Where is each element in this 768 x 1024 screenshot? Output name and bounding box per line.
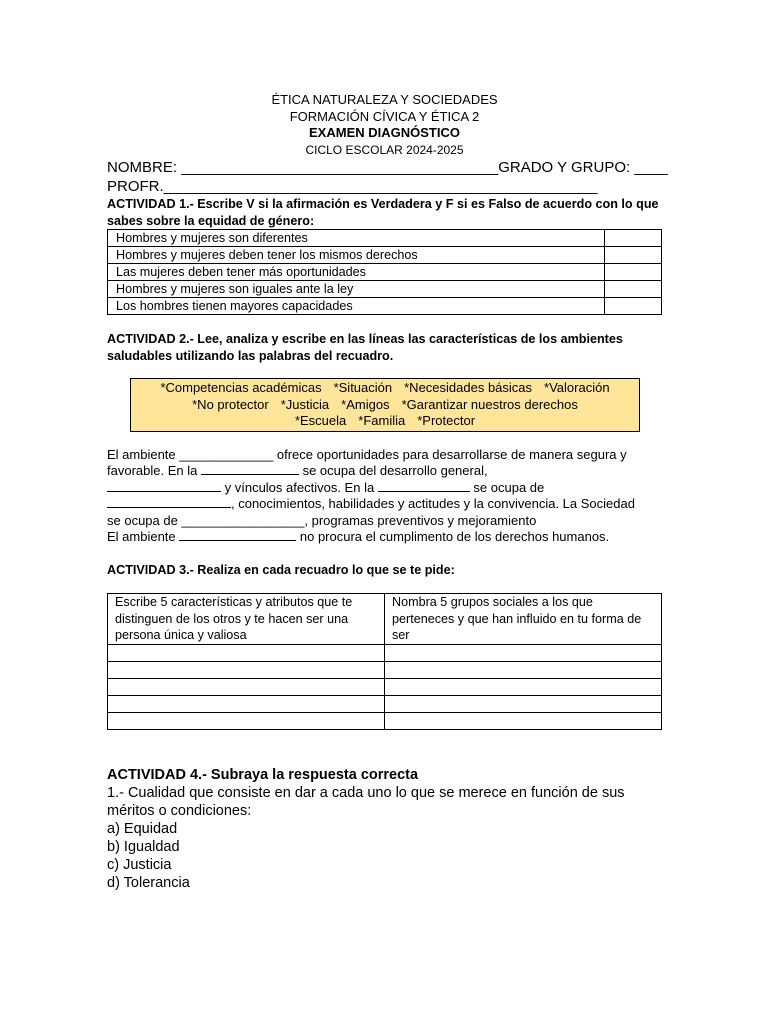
table-row	[108, 678, 662, 695]
exam-title: EXAMEN DIAGNÓSTICO	[309, 125, 460, 140]
statement-cell: Las mujeres deben tener más oportunidades	[108, 264, 605, 281]
word-item: *Escuela	[294, 413, 347, 428]
name-blank[interactable]: ______________________________________	[181, 159, 499, 176]
table-row	[108, 230, 662, 247]
activity4	[107, 766, 662, 892]
word-item: *Familia	[358, 413, 406, 428]
name-line	[107, 158, 668, 177]
word-item: *Amigos	[341, 396, 390, 412]
word-bank-row	[131, 397, 639, 414]
option-a[interactable]: a) Equidad	[107, 820, 178, 837]
teacher-label: PROFR.	[107, 178, 164, 195]
activity3-title: ACTIVIDAD 3.- Realiza en cada recuadro lo que se te pide:	[107, 562, 455, 577]
table-row	[108, 247, 662, 264]
answer-cell[interactable]	[385, 678, 662, 695]
statement-cell: Hombres y mujeres deben tener los mismos derechos	[108, 247, 605, 264]
fill-in-paragraph	[107, 447, 662, 546]
activity1-table	[107, 229, 662, 315]
activity2-title: ACTIVIDAD 2.- Lee, analiza y escribe en las líneas las características de los ambientes saludables utilizando las palabras del recuadro.	[107, 332, 623, 363]
option-d[interactable]: d) Tolerancia	[107, 874, 190, 891]
fill-blank[interactable]	[107, 507, 231, 508]
word-item: *Justicia	[280, 396, 330, 412]
name-label: NOMBRE:	[107, 159, 182, 176]
word-bank-row	[131, 413, 639, 430]
word-item: *Competencias académicas	[160, 380, 322, 395]
exam-page	[107, 92, 668, 892]
answer-cell[interactable]	[108, 678, 385, 695]
answer-cell[interactable]	[108, 712, 385, 729]
fill-blank[interactable]	[107, 491, 221, 492]
answer-cell[interactable]	[385, 661, 662, 678]
paragraph-line	[107, 480, 662, 497]
subject-title: ÉTICA NATURALEZA Y SOCIEDADES	[271, 92, 498, 107]
option-c[interactable]: c) Justicia	[107, 856, 172, 873]
text-fragment: se ocupa de	[469, 479, 545, 495]
text-fragment: favorable. En la	[107, 463, 201, 478]
table-row	[108, 298, 662, 315]
text-fragment: ofrece oportunidades para desarrollarse de manera segura y	[273, 446, 627, 462]
grade-blank[interactable]: ____	[634, 159, 668, 176]
answer-cell[interactable]	[108, 695, 385, 712]
word-item: *Situación	[333, 380, 393, 395]
table-row	[108, 661, 662, 678]
word-item: *Necesidades básicas	[404, 380, 533, 395]
word-bank-row	[131, 380, 639, 397]
table-header-row	[108, 594, 662, 645]
answer-cell[interactable]	[605, 230, 662, 247]
paragraph-line	[107, 513, 662, 530]
activity1-title: ACTIVIDAD 1.- Escribe V si la afirmación es Verdadera y F si es Falso de acuerdo con lo que sabes sobre la equidad de género:	[107, 197, 659, 228]
answer-cell[interactable]	[605, 281, 662, 298]
activity4-title: ACTIVIDAD 4.- Subraya la respuesta correcta	[107, 766, 419, 783]
answer-cell[interactable]	[385, 695, 662, 712]
paragraph-line	[107, 447, 662, 464]
paragraph-line	[107, 496, 662, 513]
teacher-blank[interactable]: ____________________________________________________	[163, 178, 598, 195]
paragraph-line	[107, 529, 662, 546]
activity3-table	[107, 593, 662, 730]
fill-blank[interactable]	[378, 491, 470, 492]
answer-cell[interactable]	[605, 264, 662, 281]
school-year: CICLO ESCOLAR 2024-2025	[305, 142, 464, 157]
table-row	[108, 695, 662, 712]
statement-cell: Hombres y mujeres son iguales ante la ley	[108, 281, 605, 298]
fill-blank[interactable]	[179, 540, 296, 541]
statement-cell: Los hombres tienen mayores capacidades	[108, 298, 605, 315]
course-title: FORMACIÓN CÍVICA Y ÉTICA 2	[289, 108, 480, 124]
word-bank-box	[130, 378, 640, 432]
text-fragment: se ocupa de	[107, 512, 182, 528]
table-row	[108, 281, 662, 298]
text-fragment: se ocupa del desarrollo general,	[298, 463, 488, 478]
answer-cell[interactable]	[108, 644, 385, 661]
column-header-groups: Nombra 5 grupos sociales a los que perteneces y que han influido en tu forma de ser	[385, 594, 662, 645]
text-fragment: y vínculos afectivos. En la	[221, 479, 378, 495]
teacher-line	[107, 177, 662, 196]
fill-blank[interactable]: _____________	[179, 446, 274, 462]
word-item: *Garantizar nuestros derechos	[401, 396, 578, 412]
grade-label: GRADO Y GRUPO:	[498, 159, 635, 176]
text-fragment: El ambiente	[107, 529, 180, 544]
text-fragment: , programas preventivos y mejoramiento	[304, 512, 537, 528]
column-header-traits: Escribe 5 características y atributos que te distinguen de los otros y te hacen ser una persona única y valiosa	[108, 594, 385, 645]
text-fragment: no procura el cumplimento de los derechos humanos.	[296, 529, 610, 544]
option-b[interactable]: b) Igualdad	[107, 838, 180, 855]
statement-cell: Hombres y mujeres son diferentes	[108, 230, 605, 247]
answer-cell[interactable]	[385, 712, 662, 729]
text-fragment: El ambiente	[107, 446, 180, 462]
answer-cell[interactable]	[605, 247, 662, 264]
answer-cell[interactable]	[108, 661, 385, 678]
word-item: *Valoración	[544, 380, 610, 395]
word-item: *No protector	[192, 396, 269, 412]
exam-header	[107, 92, 662, 158]
answer-cell[interactable]	[605, 298, 662, 315]
question-text: 1.- Cualidad que consiste en dar a cada uno lo que se merece en función de sus méritos o condiciones:	[107, 784, 625, 819]
table-row	[108, 264, 662, 281]
answer-cell[interactable]	[385, 644, 662, 661]
table-row	[108, 712, 662, 729]
text-fragment: , conocimientos, habilidades y actitudes y la convivencia. La Sociedad	[231, 496, 635, 511]
table-row	[108, 644, 662, 661]
fill-blank[interactable]: _________________	[181, 512, 305, 528]
paragraph-line	[107, 463, 662, 480]
fill-blank[interactable]	[201, 474, 299, 475]
word-item: *Protector	[417, 413, 476, 428]
